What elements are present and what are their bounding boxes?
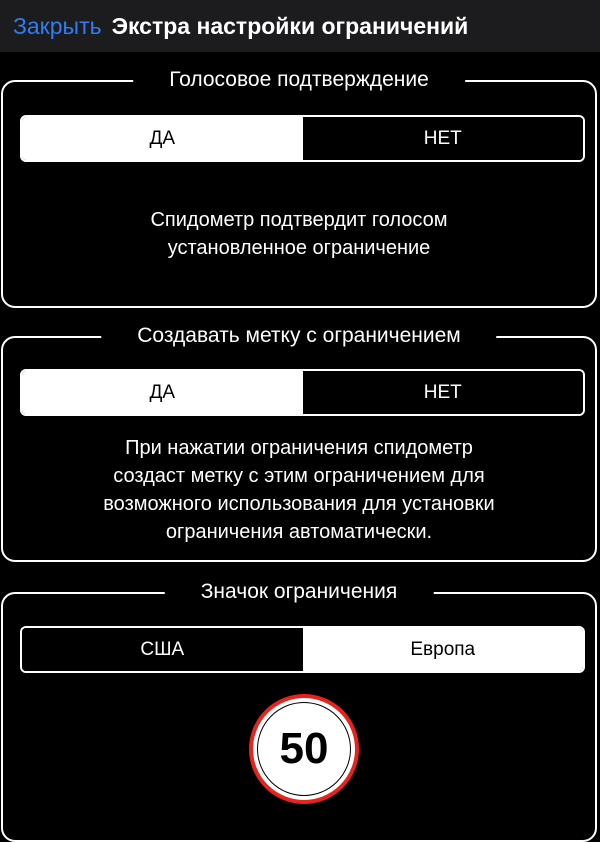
voice-confirmation-no-button[interactable]: НЕТ	[303, 117, 584, 160]
create-mark-description-line: При нажатии ограничения спидометр	[125, 437, 473, 459]
speed-limit-sign-icon	[249, 694, 359, 804]
limit-icon-usa-button[interactable]: США	[22, 628, 303, 671]
create-mark-description-line: возможного использования для установки	[103, 493, 495, 515]
create-mark-description-line: создаст метку с этим ограничением для	[113, 465, 485, 487]
navigation-bar	[0, 0, 600, 52]
create-mark-title: Создавать метку с ограничением	[101, 321, 496, 351]
voice-confirmation-title: Голосовое подтверждение	[133, 65, 465, 95]
limit-icon-europe-button[interactable]: Европа	[303, 628, 584, 671]
voice-confirmation-section	[1, 68, 597, 308]
limit-icon-section	[1, 580, 597, 842]
create-mark-section	[1, 324, 597, 562]
voice-confirmation-description-line: Спидометр подтвердит голосом	[150, 209, 448, 231]
limit-icon-segmented-control	[20, 626, 585, 673]
create-mark-segmented-control	[20, 369, 585, 416]
create-mark-description-line: ограничения автоматически.	[165, 521, 433, 543]
create-mark-description	[23, 434, 575, 546]
create-mark-yes-button[interactable]: ДА	[22, 371, 303, 414]
voice-confirmation-description	[23, 206, 575, 262]
page-title: Экстра настройки ограничений	[111, 12, 469, 39]
voice-confirmation-segmented-control	[20, 115, 585, 162]
voice-confirmation-yes-button[interactable]: ДА	[22, 117, 303, 160]
close-button[interactable]: Закрыть	[13, 12, 102, 39]
speed-limit-sign-value: 50	[257, 702, 351, 796]
limit-icon-title: Значок ограничения	[165, 577, 434, 607]
create-mark-no-button[interactable]: НЕТ	[303, 371, 584, 414]
voice-confirmation-description-line: установленное ограничение	[167, 237, 431, 259]
